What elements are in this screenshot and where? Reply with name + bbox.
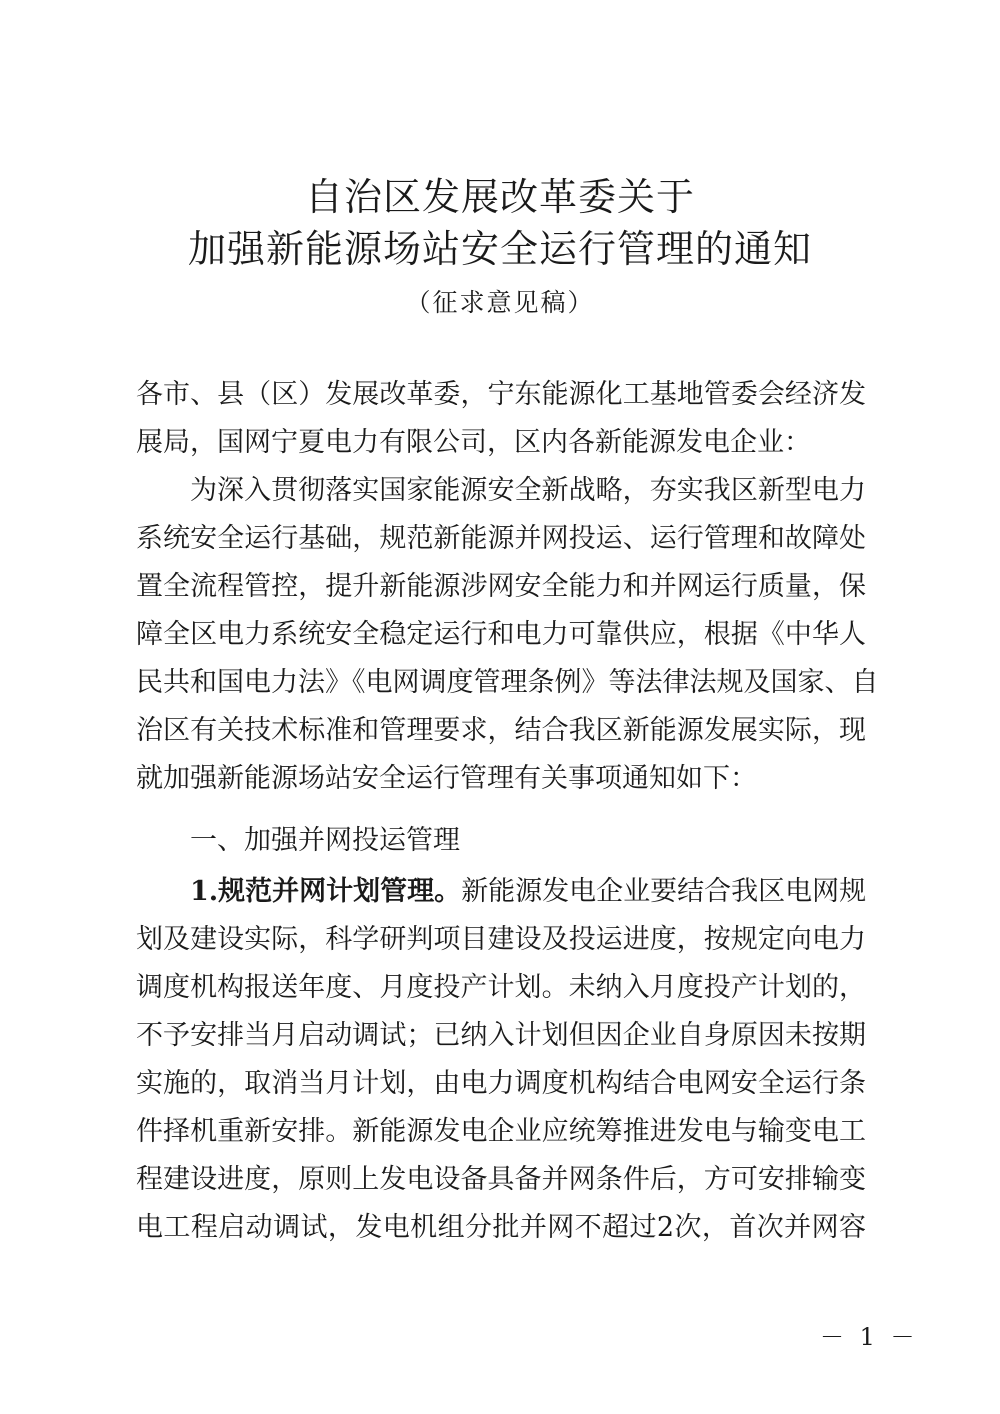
document-title-line-2: 加强新能源场站安全运行管理的通知 [187,227,812,271]
page-number: － 1 － [820,1323,919,1351]
addressee-line: 展局，国网宁夏电力有限公司，区内各新能源发电企业： [136,427,811,458]
item-1-paragraph-line: 调度机构报送年度、月度投产计划。未纳入月度投产计划的， [136,972,866,1003]
intro-paragraph-line: 系统安全运行基础，规范新能源并网投运、运行管理和故障处 [136,523,866,554]
intro-paragraph-line: 就加强新能源场站安全运行管理有关事项通知如下： [136,763,757,794]
intro-paragraph-line: 治区有关技术标准和管理要求，结合我区新能源发展实际，现 [136,715,866,746]
item-1-paragraph-line: 电工程启动调试，发电机组分批并网不超过2次，首次并网容 [136,1212,866,1243]
intro-paragraph-line: 置全流程管控，提升新能源涉网安全能力和并网运行质量，保 [136,571,866,602]
item-1-paragraph-line: 不予安排当月启动调试；已纳入计划但因企业自身原因未按期 [136,1020,866,1051]
addressee-line: 各市、县（区）发展改革委，宁东能源化工基地管委会经济发 [136,379,866,410]
item-1-first-line [190,878,866,905]
item-1-paragraph-line: 件择机重新安排。新能源发电企业应统筹推进发电与输变电工 [136,1116,866,1147]
item-1-paragraph-line: 实施的，取消当月计划，由电力调度机构结合电网安全运行条 [136,1068,866,1099]
intro-paragraph-line: 民共和国电力法》《电网调度管理条例》等法律法规及国家、自 [136,667,879,698]
document-title-line-1: 自治区发展改革委关于 [304,175,695,219]
item-1-paragraph-line: 划及建设实际，科学研判项目建设及投运进度，按规定向电力 [136,924,866,955]
document-subtitle: （征求意见稿） [405,288,595,317]
intro-paragraph-line: 障全区电力系统安全稳定运行和电力可靠供应，根据《中华人 [136,619,866,650]
section-heading: 一、加强并网投运管理 [190,825,460,856]
item-1-first-line-text: 新能源发电企业要结合我区电网规 [461,876,867,907]
intro-paragraph-line: 为深入贯彻落实国家能源安全新战略，夯实我区新型电力 [190,475,866,506]
item-1-paragraph-line: 程建设进度，原则上发电设备具备并网条件后，方可安排输变 [136,1164,866,1195]
item-1-heading: 1.规范并网计划管理。 [190,876,462,907]
